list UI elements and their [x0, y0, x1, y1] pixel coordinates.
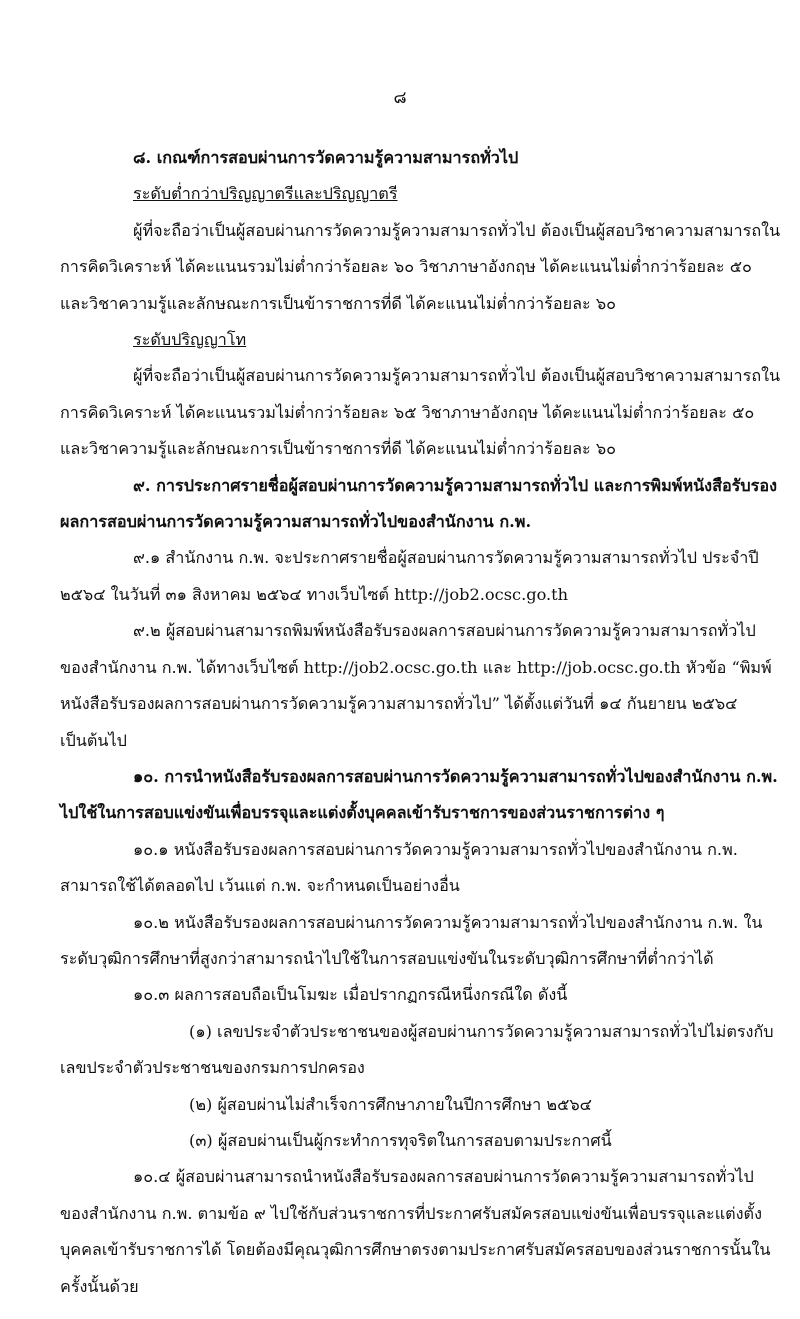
- section-10-3-item-1: (๑) เลขประจำตัวประชาชนของผู้สอบผ่านการวัดความรู้ความสามารถทั่วไปไม่ตรงกับเลขประจำตัวประชาชนของกรมการปกครอง: [60, 1021, 774, 1078]
- section-10-3-item-3: (๓) ผู้สอบผ่านเป็นผู้กระทำการทุจริตในการสอบตามประกาศนี้: [189, 1130, 612, 1150]
- section-9-1: ๙.๑ สำนักงาน ก.พ. จะประกาศรายชื่อผู้สอบผ่านการวัดความรู้ความสามารถทั่วไป ประจำปี ๒๕๖๔ ในวันที่ ๓๑ สิงหาคม ๒๕๖๔ ทางเว็บไซต์ http://job2.ocsc.go.th: [60, 548, 759, 604]
- section-10-4: ๑๐.๔ ผู้สอบผ่านสามารถนำหนังสือรับรองผลการสอบผ่านการวัดความรู้ความสามารถทั่วไปของสำนักงาน ก.พ. ตามข้อ ๙ ไปใช้กับส่วนราชการที่ประกาศรับสมัครสอบแข่งขันเพื่อบรรจุและแต่งตั้งบุคคลเข้ารับราชการได้ โดยต้องมีคุณวุฒิการศึกษาตรงตามประกาศรับสมัครสอบของส่วนราชการนั้นในครั้งนั้นด้วย: [60, 1167, 771, 1296]
- section-8-heading: ๘. เกณฑ์การสอบผ่านการวัดความรู้ความสามารถทั่วไป: [133, 148, 519, 167]
- document-body: [60, 140, 782, 1305]
- page-number: ๘: [393, 88, 407, 108]
- section-10-1: ๑๐.๑ หนังสือรับรองผลการสอบผ่านการวัดความรู้ความสามารถทั่วไปของสำนักงาน ก.พ. สามารถใช้ได้ตลอดไป เว้นแต่ ก.พ. จะกำหนดเป็นอย่างอื่น: [60, 839, 738, 896]
- section-10-3-item-2: (๒) ผู้สอบผ่านไม่สำเร็จการศึกษาภายในปีการศึกษา ๒๕๖๔: [189, 1094, 592, 1114]
- section-9-2: ๙.๒ ผู้สอบผ่านสามารถพิมพ์หนังสือรับรองผลการสอบผ่านการวัดความรู้ความสามารถทั่วไปของสำนักงาน ก.พ. ได้ทางเว็บไซต์ http://job2.ocsc.go.th และ http://job.ocsc.go.th หัวข้อ “พิมพ์หนังสือรับรองผลการสอบผ่านการวัดความรู้ความสามารถทั่วไป” ได้ตั้งแต่วันที่ ๑๔ กันยายน ๒๕๖๔ เป็นต้นไป: [60, 621, 772, 750]
- section-10-3: ๑๐.๓ ผลการสอบถือเป็นโมฆะ เมื่อปรากฏกรณีหนึ่งกรณีใด ดังนี้: [133, 985, 568, 1005]
- master-level-criteria: ผู้ที่จะถือว่าเป็นผู้สอบผ่านการวัดความรู้ความสามารถทั่วไป ต้องเป็นผู้สอบวิชาความสามารถในการคิดวิเคราะห์ ได้คะแนนรวมไม่ต่ำกว่าร้อยละ ๖๕ วิชาภาษาอังกฤษ ได้คะแนนไม่ต่ำกว่าร้อยละ ๕๐ และวิชาความรู้และลักษณะการเป็นข้าราชการที่ดี ได้คะแนนไม่ต่ำกว่าร้อยละ ๖๐: [60, 366, 781, 459]
- bachelor-level-criteria: ผู้ที่จะถือว่าเป็นผู้สอบผ่านการวัดความรู้ความสามารถทั่วไป ต้องเป็นผู้สอบวิชาความสามารถในการคิดวิเคราะห์ ได้คะแนนรวมไม่ต่ำกว่าร้อยละ ๖๐ วิชาภาษาอังกฤษ ได้คะแนนไม่ต่ำกว่าร้อยละ ๕๐ และวิชาความรู้และลักษณะการเป็นข้าราชการที่ดี ได้คะแนนไม่ต่ำกว่าร้อยละ ๖๐: [60, 220, 781, 313]
- section-9-heading: ๙. การประกาศรายชื่อผู้สอบผ่านการวัดความรู้ความสามารถทั่วไป และการพิมพ์หนังสือรับรองผลการสอบผ่านการวัดความรู้ความสามารถทั่วไปของสำนักงาน ก.พ.: [60, 475, 777, 532]
- master-level-title: ระดับปริญญาโท: [133, 330, 247, 350]
- section-10-2: ๑๐.๒ หนังสือรับรองผลการสอบผ่านการวัดความรู้ความสามารถทั่วไปของสำนักงาน ก.พ. ในระดับวุฒิการศึกษาที่สูงกว่าสามารถนำไปใช้ในการสอบแข่งขันในระดับวุฒิการศึกษาที่ต่ำกว่าได้: [60, 912, 763, 968]
- bachelor-level-title: ระดับต่ำกว่าปริญญาตรีและปริญญาตรี: [133, 184, 398, 204]
- section-10-heading: ๑๐. การนำหนังสือรับรองผลการสอบผ่านการวัดความรู้ความสามารถทั่วไปของสำนักงาน ก.พ. ไปใช้ในการสอบแข่งขันเพื่อบรรจุและแต่งตั้งบุคคลเข้ารับราชการของส่วนราชการต่าง ๆ: [60, 766, 778, 823]
